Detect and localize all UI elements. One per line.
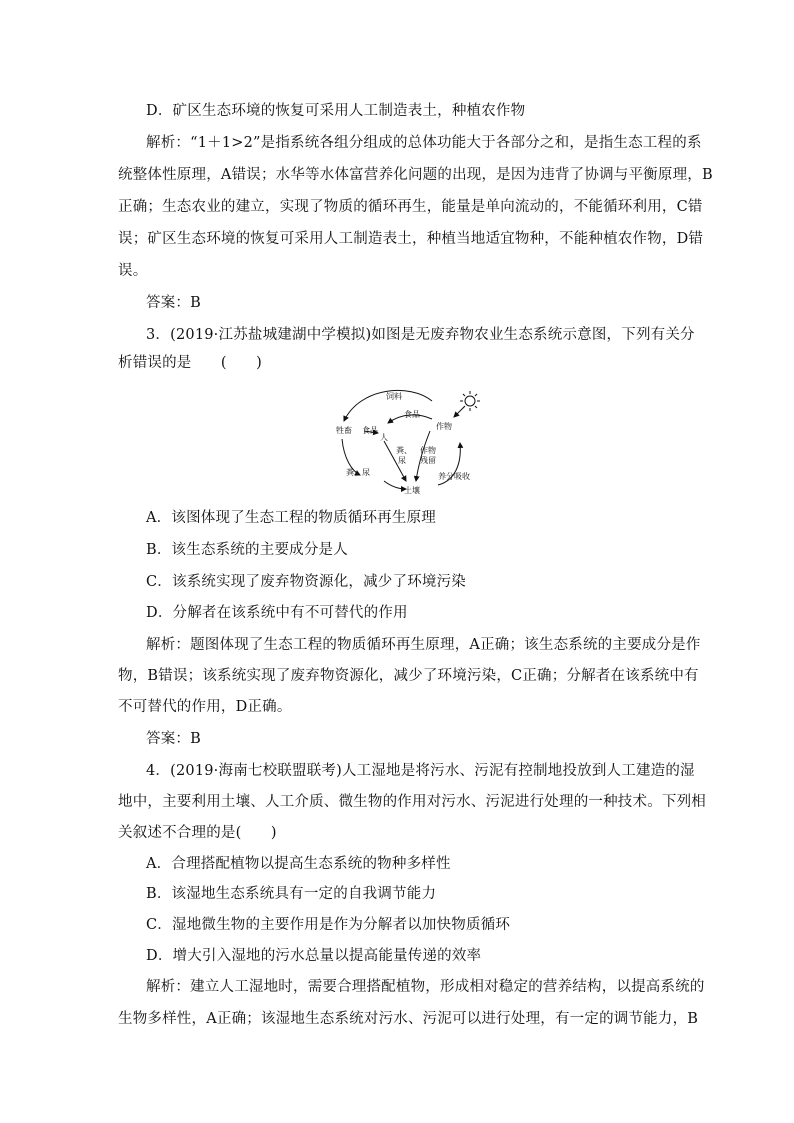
option-c-q4: C．湿地微生物的主要作用是作为分解者以加快物质循环 <box>146 917 511 933</box>
label-nutrient: 养分吸收 <box>438 472 470 481</box>
analysis-q2: 解析：“1＋1>2”是指系统各组分组成的总体功能大于各部分之和，是指生态工程的系 <box>146 135 702 151</box>
label-food-top: 食品 <box>404 410 420 419</box>
label-feces2: 尿 <box>398 456 406 465</box>
option-a-q4: A．合理搭配植物以提高生态系统的物种多样性 <box>146 856 451 872</box>
analysis-q2-line5: 误。 <box>118 263 148 279</box>
analysis-q4-line2: 生物多样性，A正确；该湿地生态系统对污水、污泥可以进行处理，有一定的调节能力，B <box>118 1011 699 1027</box>
option-d-q2: D．矿区生态环境的恢复可采用人工制造表土，种植农作物 <box>146 103 526 119</box>
option-d-q4: D．增大引入湿地的污水总量以提高能量传递的效率 <box>146 948 482 964</box>
option-a-q3: A．该图体现了生态工程的物质循环再生原理 <box>146 510 436 526</box>
question-4-line3: 关叙述不合理的是( ) <box>118 825 277 841</box>
label-human: 人 <box>380 433 388 442</box>
analysis-q2-line2: 统整体性原理，A错误；水华等水体富营养化问题的出现，是因为违背了协调与平衡原理，B <box>118 167 713 183</box>
option-b-q4: B．该湿地生态系统具有一定的自我调节能力 <box>146 886 437 902</box>
arrow-feces-soil <box>384 481 406 489</box>
option-d-q3: D．分解者在该系统中有不可替代的作用 <box>146 605 408 621</box>
option-c-q3: C．该系统实现了废弃物资源化，减少了环境污染 <box>146 574 466 590</box>
label-soil: 土壤 <box>404 486 420 495</box>
label-dung-urine: 粪、尿 <box>346 468 370 477</box>
label-feces1: 粪、 <box>396 446 412 455</box>
label-crop: 作物 <box>436 422 452 431</box>
analysis-q2-line3: 正确；生态农业的建立，实现了物质的循环再生，能量是单向流动的，不能循环利用，C错 <box>118 199 703 215</box>
ecosystem-diagram <box>330 385 490 497</box>
analysis-q3: 解析：题图体现了生态工程的物质循环再生原理，A正确；该生态系统的主要成分是作 <box>146 637 701 653</box>
question-4-line2: 地中，主要利用土壤、人工介质、微生物的作用对污水、污泥进行处理的一种技术。下列相 <box>118 794 706 810</box>
answer-q3: 答案：B <box>146 731 201 747</box>
label-livestock: 牲畜 <box>336 426 352 435</box>
label-residue1: 作物 <box>420 446 436 455</box>
analysis-q3-line3: 不可替代的作用，D正确。 <box>118 699 292 715</box>
answer-q2: 答案：B <box>146 295 201 311</box>
analysis-q4: 解析：建立人工湿地时，需要合理搭配植物，形成相对稳定的营养结构，以提高系统的 <box>146 979 705 995</box>
label-feed: 饲料 <box>386 392 402 401</box>
option-b-q3: B．该生态系统的主要成分是人 <box>146 542 348 558</box>
analysis-q3-line2: 物，B错误；该系统实现了废弃物资源化，减少了环境污染，C正确；分解者在该系统中有 <box>118 668 699 684</box>
analysis-q2-line4: 误；矿区生态环境的恢复可采用人工制造表土，种植当地适宜物种，不能种植农作物，D错 <box>118 231 704 247</box>
label-food-left: 食品 <box>362 426 378 435</box>
question-3: 3．(2019·江苏盐城建湖中学模拟)如图是无废弃物农业生态系统示意图，下列有关分 <box>146 327 695 343</box>
label-residue2: 残留 <box>420 456 436 465</box>
arrow-sun-crop <box>454 407 464 417</box>
question-3-line2: 析错误的是 ( ) <box>118 355 263 371</box>
question-4: 4．(2019·海南七校联盟联考)人工湿地是将污水、污泥有控制地投放到人工建造的湿 <box>146 763 695 779</box>
